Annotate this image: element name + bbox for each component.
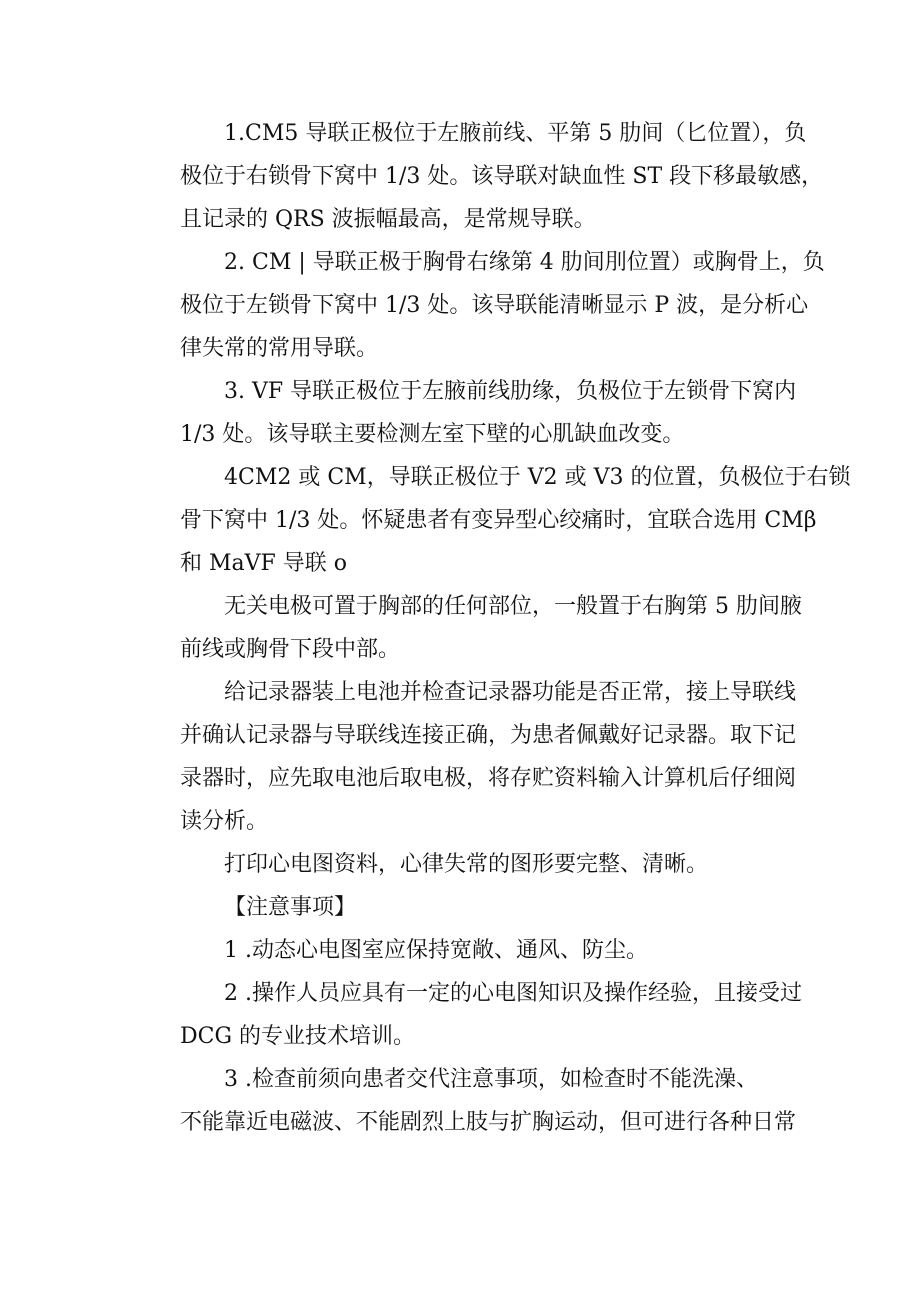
text-line: 2. CM | 导联正极于胸骨右缘第 4 肋间刖位置）或胸骨上，负 [224, 250, 825, 275]
text-line: 3 .检查前须向患者交代注意事项，如检查时不能洗澡、 [224, 1067, 758, 1092]
text-line: 打印心电图资料，心律失常的图形要完整、清晰。 [224, 852, 709, 877]
text-line: 1/3 处。该导联主要检测左室下壁的心肌缺血改变。 [180, 422, 685, 447]
paragraph-indifferent-electrode [136, 585, 802, 671]
text-line: 读分析。 [180, 809, 269, 834]
paragraph-precaution-2 [136, 972, 802, 1058]
text-line: 1.CM5 导联正极位于左腋前线、平第 5 肋间（匕位置），负 [224, 121, 807, 146]
paragraph-vf-lead [136, 370, 796, 456]
text-line: 3. VF 导联正极位于左腋前线肋缘，负极位于左锁骨下窝内 [224, 379, 797, 404]
text-line: 4CM2 或 CM，导联正极位于 V2 或 V3 的位置，负极位于右锁 [224, 465, 851, 490]
document-body [136, 112, 851, 1144]
text-line: 录器时，应先取电池后取电极，将存贮资料输入计算机后仔细阅 [180, 766, 797, 791]
text-line: 极位于左锁骨下窝中 1/3 处。该导联能清晰显示 P 波，是分析心 [180, 293, 809, 318]
text-line: 无关电极可置于胸部的任何部位，一般置于右胸第 5 肋间腋 [224, 594, 802, 619]
text-line: 和 MaVF 导联 o [180, 551, 348, 576]
paragraph-cm5-lead [136, 112, 824, 241]
text-line: 骨下窝中 1/3 处。怀疑患者有变异型心绞痛时，宜联合选用 CMβ [180, 508, 817, 533]
paragraph-print-ecg [136, 843, 796, 886]
paragraph-precaution-1 [136, 929, 796, 972]
text-line: 给记录器装上电池并检查记录器功能是否正常，接上导联线 [224, 680, 797, 705]
paragraph-recorder-setup [136, 671, 796, 843]
text-line: DCG 的专业技术培训。 [180, 1024, 416, 1049]
section-heading: 【注意事项】 [224, 895, 357, 920]
paragraph-precaution-3 [136, 1058, 796, 1144]
text-line: 且记录的 QRS 波振幅最高，是常规导联。 [180, 207, 596, 232]
paragraph-cm1-lead [136, 241, 825, 370]
text-line: 律失常的常用导联。 [180, 336, 379, 361]
text-line: 1 .动态心电图室应保持宽敞、通风、防尘。 [224, 938, 648, 963]
text-line: 前线或胸骨下段中部。 [180, 637, 401, 662]
text-line: 极位于右锁骨下窝中 1/3 处。该导联对缺血性 ST 段下移最敏感， [180, 164, 824, 189]
section-heading-precautions [136, 886, 796, 929]
text-line: 不能靠近电磁波、不能剧烈上肢与扩胸运动，但可进行各种日常 [180, 1110, 797, 1135]
text-line: 2 .操作人员应具有一定的心电图知识及操作经验，且接受过 [224, 981, 802, 1006]
text-line: 并确认记录器与导联线连接正确，为患者佩戴好记录器。取下记 [180, 723, 797, 748]
paragraph-cm2-lead [136, 456, 851, 585]
